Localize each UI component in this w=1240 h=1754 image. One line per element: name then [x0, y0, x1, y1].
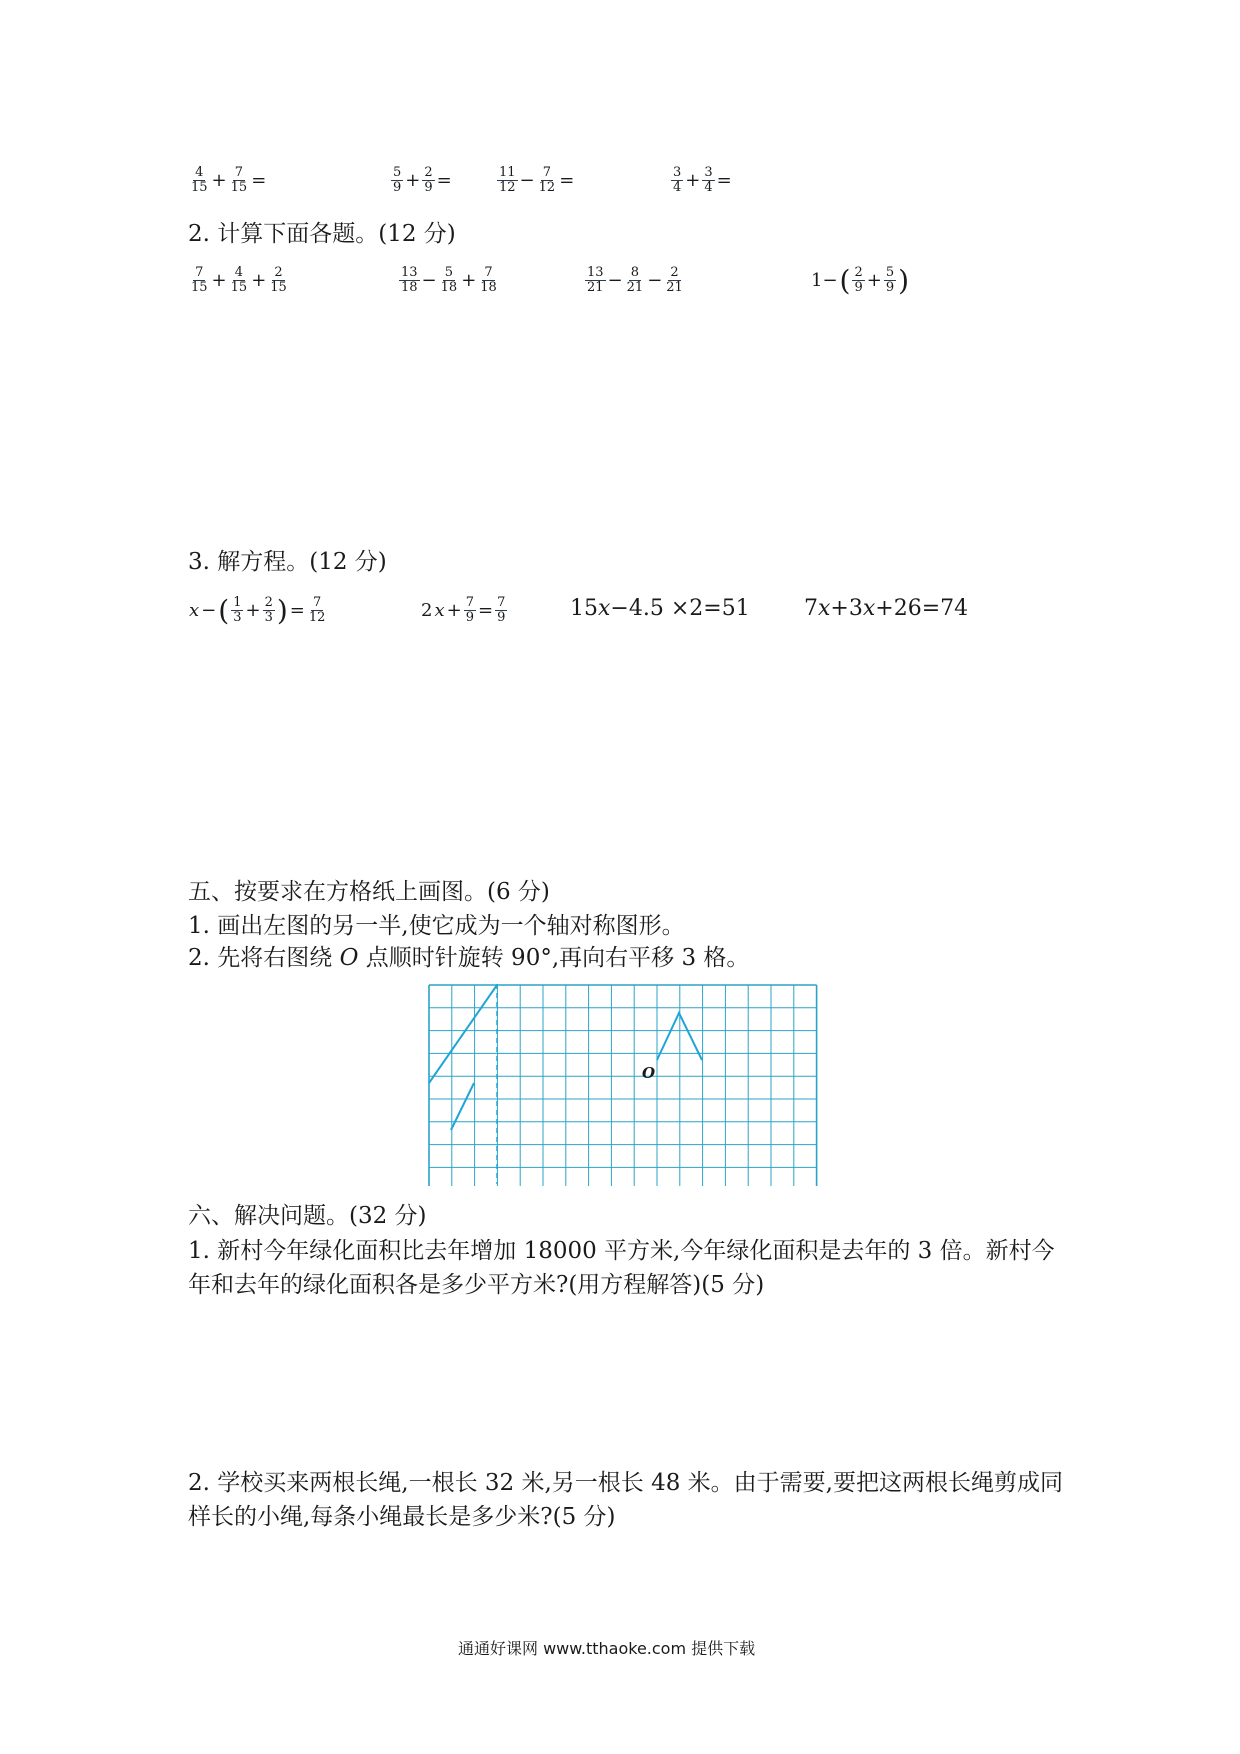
q3-title: 3. 解方程。(12 分) [188, 549, 387, 575]
fraction: $\frac{2}{9}$ [424, 164, 433, 195]
fraction: $\frac{2}{21}$ [666, 264, 683, 295]
row0-expr-2: $\frac{5}{9}$ + $\frac{2}{9}$ = [393, 164, 452, 195]
grid-figure [428, 984, 818, 1186]
fraction: $\frac{2}{9}$ [854, 264, 863, 295]
section-5-title: 五、按要求在方格纸上画图。(6 分) [188, 879, 550, 905]
fraction: $\frac{4}{15}$ [191, 164, 208, 195]
fraction: $\frac{5}{9}$ [885, 264, 895, 295]
problem-2: 2. 学校买来两根长绳,一根长 32 米,另一根长 48 米。由于需要,要把这两根长绳剪成同样长的小绳,每条小绳最长是多少米?(5 分) [188, 1470, 1063, 1530]
section-6-title: 六、解决问题。(32 分) [188, 1203, 427, 1229]
fraction: $\frac{1}{3}$ [233, 594, 242, 625]
fraction: $\frac{4}{15}$ [230, 264, 248, 295]
q3-expr-1: x − ( $\frac{1}{3}$ + $\frac{2}{3}$ ) = $\frac{7}{12}$ [189, 594, 326, 626]
point-o-label: O [642, 1064, 656, 1082]
left-half-shape [429, 985, 497, 1083]
fraction: $\frac{5}{18}$ [440, 264, 458, 295]
row0-expr-1: $\frac{4}{15}$ + $\frac{7}{15}$ = [191, 164, 267, 195]
fraction: $\frac{7}{9}$ [465, 594, 474, 625]
fraction: $\frac{3}{4}$ [704, 164, 713, 195]
fraction: $\frac{13}{18}$ [401, 264, 418, 295]
q2-expr-1: $\frac{7}{15}$ + $\frac{4}{15}$ + $\frac{2}{15}$ [191, 264, 287, 295]
problem-1: 1. 新村今年绿化面积比去年增加 18000 平方米,今年绿化面积是去年的 3 倍。新村今年和去年的绿化面积各是多少平方米?(用方程解答)(5 分) [188, 1238, 1055, 1298]
fraction: $\frac{7}{12}$ [308, 594, 326, 625]
fraction: $\frac{5}{9}$ [393, 164, 402, 195]
fraction: $\frac{7}{12}$ [538, 164, 556, 195]
fraction: $\frac{2}{3}$ [264, 594, 273, 625]
fraction: $\frac{2}{15}$ [270, 264, 287, 295]
footer-credit: 通通好课网 www.tthaoke.com 提供下载 [458, 1639, 756, 1658]
row0-expr-3: $\frac{11}{12}$ − $\frac{7}{12}$ = [499, 164, 575, 195]
fraction: $\frac{7}{9}$ [497, 594, 506, 625]
fraction: $\frac{3}{4}$ [673, 164, 682, 195]
q3-expr-3: 15 x −4.5 ×2=51 [570, 596, 750, 621]
grid-lines [429, 985, 817, 1186]
row0-expr-4: $\frac{3}{4}$ + $\frac{3}{4}$ = [673, 164, 732, 195]
section-5-item-1: 1. 画出左图的另一半,使它成为一个轴对称图形。 [188, 913, 685, 939]
q2-expr-3: $\frac{13}{21}$ − $\frac{8}{21}$ − $\frac{2}{21}$ [587, 264, 683, 295]
fraction: $\frac{13}{21}$ [587, 264, 604, 295]
section-5-item-2: 2. 先将右图绕 O 点顺时针旋转 90°,再向右平移 3 格。 [188, 945, 750, 971]
fraction: $\frac{8}{21}$ [626, 264, 644, 295]
q2-expr-4: 1− ( $\frac{2}{9}$ + $\frac{5}{9}$ ) [811, 264, 910, 296]
left-half-shape-lower [451, 1083, 474, 1130]
q2-title: 2. 计算下面各题。(12 分) [188, 221, 456, 247]
q2-expr-2: $\frac{13}{18}$ − $\frac{5}{18}$ + $\frac{7}{18}$ [401, 264, 497, 295]
fraction: $\frac{7}{15}$ [230, 164, 248, 195]
q3-expr-4: 7 x +3 x +26=74 [804, 596, 969, 621]
fraction: $\frac{7}{15}$ [191, 264, 208, 295]
fraction: $\frac{11}{12}$ [499, 164, 516, 195]
fraction: $\frac{7}{18}$ [480, 264, 497, 295]
q3-expr-2: 2 x + $\frac{7}{9}$ = $\frac{7}{9}$ [421, 594, 506, 625]
